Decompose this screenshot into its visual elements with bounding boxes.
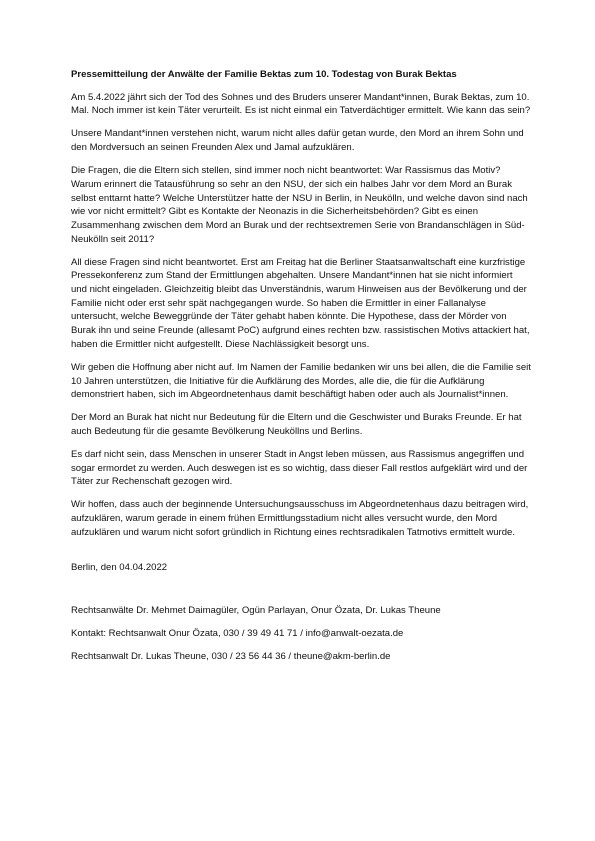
signature-contact-ozata: Kontakt: Rechtsanwalt Onur Özata, 030 / 39 49 41 71 / info@anwalt-oezata.de xyxy=(71,628,404,640)
paragraph-1: Am 5.4.2022 jährt sich der Tod des Sohnes und des Bruders unserer Mandant*innen, Burak Bektas, zum 10. Mal. Noch immer ist kein Täter verurteilt. Es ist nicht einmal ein Tatverdächtiger ermittelt. Wie kann das sein? xyxy=(71,91,531,117)
paragraph-2: Unsere Mandant*innen verstehen nicht, warum nicht alles dafür getan wurde, den Mord an ihrem Sohn und den Mordversuch an seinen Freunden Alex und Jamal aufzuklären. xyxy=(71,128,524,154)
document-title: Pressemitteilung der Anwälte der Familie Bektas zum 10. Todestag von Burak Bektas xyxy=(71,69,457,80)
signature-contact-theune: Rechtsanwalt Dr. Lukas Theune, 030 / 23 56 44 36 / theune@akm-berlin.de xyxy=(71,651,391,663)
paragraph-3: Die Fragen, die die Eltern sich stellen, sind immer noch nicht beantwortet: War Rassismus das Motiv? Warum erinnert die Tatausführung so sehr an den NSU, der sich ein halbes Jahr vor dem Mord an Burak selbst enttarnt hatte? Welche Unterstützer hatte der NSU in Berlin, in Neukölln, und welche davon sind nach wie vor nicht ermittelt? Gibt es Kontakte der Neonazis in die Sicherheitsbehörden? Gibt es einen Zusammenhang zwischen dem Mord an Burak und der rechtsextremen Serie von Brandanschlägen in Süd-Neukölln seit 2011? xyxy=(71,165,528,245)
paragraph-5: Wir geben die Hoffnung aber nicht auf. Im Namen der Familie bedanken wir uns bei allen, die die Familie seit 10 Jahren unterstützen, die Initiative für die Aufklärung des Mordes, alle die, die für die Aufklärung demonstriert haben, sich im Abgeordnetenhaus damit beschäftigt haben oder auch als Journalist*innen. xyxy=(71,361,531,401)
press-release-page xyxy=(71,68,531,673)
date-line: Berlin, den 04.04.2022 xyxy=(71,562,168,574)
signature-lawyers: Rechtsanwälte Dr. Mehmet Daimagüler, Ogün Parlayan, Onur Özata, Dr. Lukas Theune xyxy=(71,605,441,617)
paragraph-8: Wir hoffen, dass auch der beginnende Untersuchungsausschuss im Abgeordnetenhaus dazu beitragen wird, aufzuklären, warum gerade in einem frühen Ermittlungsstadium nicht alles versucht wurde, den Mord aufzuklären und warum nicht sofort gründlich in Richtung eines rechtsradikalen Tatmotivs ermittelt wurde. xyxy=(71,499,529,538)
paragraph-4: All diese Fragen sind nicht beantwortet. Erst am Freitag hat die Berliner Staatsanwaltschaft eine kurzfristige Pressekonferenz zum Stand der Ermittlungen abgehalten. Unsere Mandant*innen hat sie nicht informiert und nicht eingeladen. Gleichzeitig bleibt das Unverständnis, warum Hinweisen aus der Bevölkerung und der Familie nicht oder erst sehr spät nachgegangen wurde. So haben die Ermittler in einer Fallanalyse untersucht, welche Beweggründe der Täter gehabt haben könnte. Die Hypothese, dass der Mörder von Burak ihn und seine Freunde (allesamt PoC) aufgrund eines rechten bzw. rassistischen Motivs attackiert hat, haben die Ermittler nicht aufgestellt. Diese Nachlässigkeit besorgt uns. xyxy=(71,256,530,350)
paragraph-7: Es darf nicht sein, dass Menschen in unserer Stadt in Angst leben müssen, aus Rassismus angegriffen und sogar ermordet zu werden. Auch deswegen ist es so wichtig, dass dieser Fall restlos aufgeklärt wird und der Täter zur Rechenschaft gezogen wird. xyxy=(71,448,528,488)
paragraph-6: Der Mord an Burak hat nicht nur Bedeutung für die Eltern und die Geschwister und Buraks Freunde. Er hat auch Bedeutung für die gesamte Bevölkerung Neuköllns und Berlins. xyxy=(71,412,522,437)
